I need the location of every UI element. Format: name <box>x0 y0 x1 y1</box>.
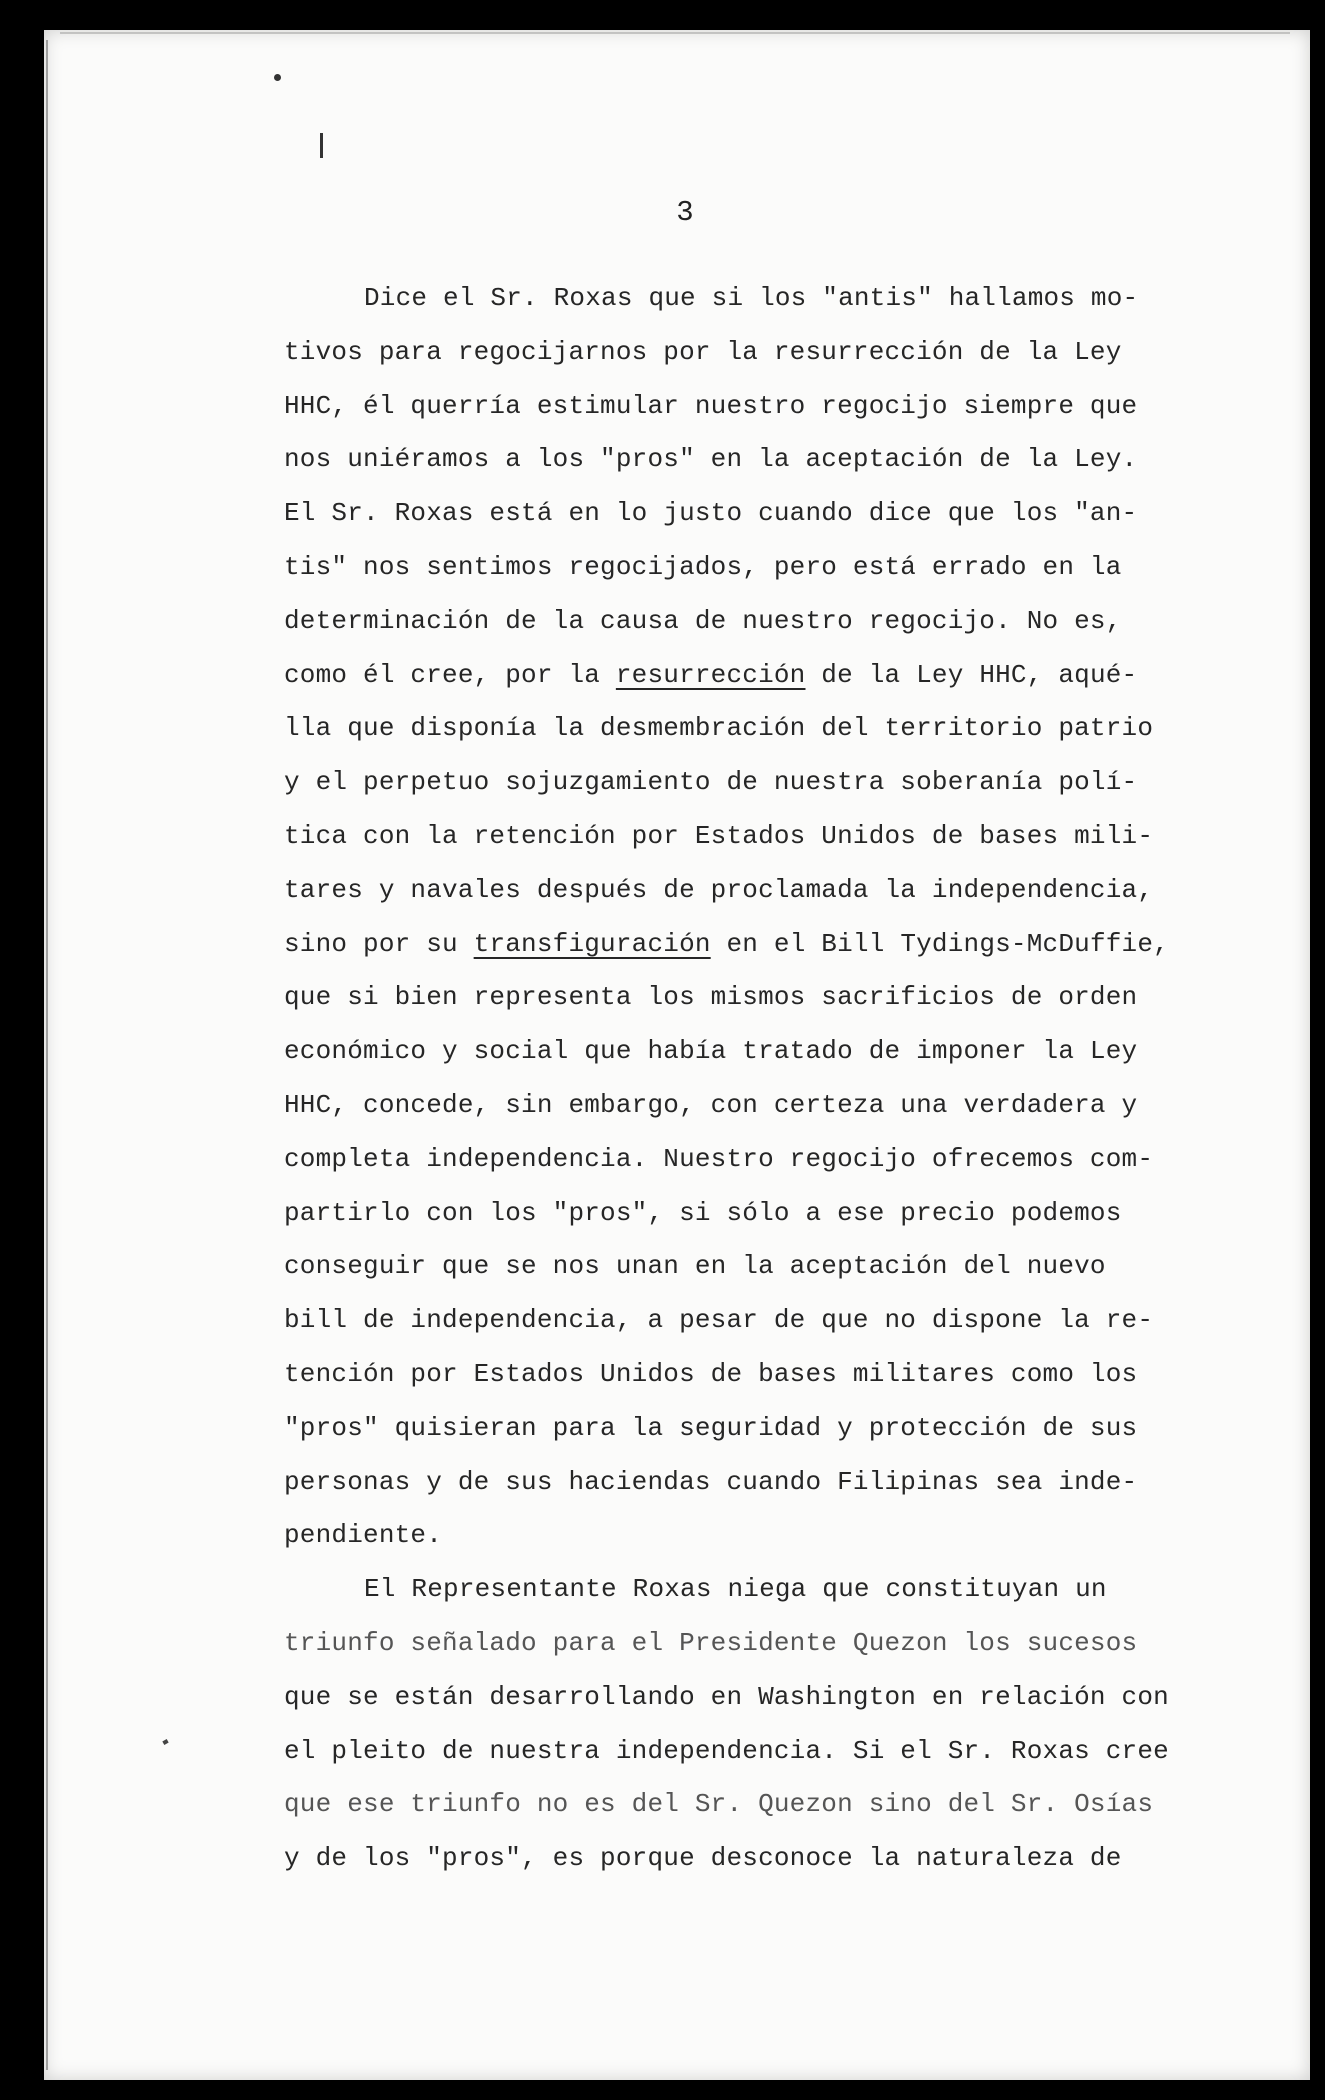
ink-tick-mark <box>320 133 323 158</box>
body-text <box>284 272 1169 1886</box>
text-line: tares y navales después de proclamada la independencia, <box>284 874 1154 905</box>
text-line: conseguir que se nos unan en la aceptación del nuevo <box>284 1251 1106 1282</box>
text-line: y de los "pros", es porque desconoce la naturaleza de <box>284 1843 1122 1874</box>
text-line: triunfo señalado para el Presidente Quezon los sucesos <box>284 1627 1138 1658</box>
text-line: tivos para regocijarnos por la resurrección de la Ley <box>284 336 1122 367</box>
text-segment: de la Ley HHC, aqué- <box>805 659 1138 690</box>
text-segment: como él cree, por la <box>284 659 616 690</box>
underlined-word: transfiguración <box>473 928 711 959</box>
text-line: tica con la retención por Estados Unidos de bases mili- <box>284 820 1154 851</box>
page-number: 3 <box>676 196 694 229</box>
text-segment: en el Bill Tydings-McDuffie, <box>710 928 1169 959</box>
text-line: tis" nos sentimos regocijados, pero está errado en la <box>284 551 1122 582</box>
text-line: el pleito de nuestra independencia. Si el Sr. Roxas cree <box>284 1735 1169 1766</box>
text-line: partirlo con los "pros", si sólo a ese precio podemos <box>284 1197 1122 1228</box>
text-line: nos uniéramos a los "pros" en la aceptación de la Ley. <box>284 444 1138 475</box>
text-line: tención por Estados Unidos de bases militares como los <box>284 1358 1138 1389</box>
text-line: determinación de la causa de nuestro regocijo. No es, <box>284 605 1122 636</box>
text-line <box>284 918 1169 972</box>
text-line: que si bien representa los mismos sacrificios de orden <box>284 982 1138 1013</box>
text-line: bill de independencia, a pesar de que no dispone la re- <box>284 1305 1154 1336</box>
paper-left-edge <box>46 40 48 2070</box>
text-line: El Sr. Roxas está en lo justo cuando dice que los "an- <box>284 498 1138 529</box>
text-line: lla que disponía la desmembración del territorio patrio <box>284 713 1154 744</box>
text-line: que ese triunfo no es del Sr. Quezon sino del Sr. Osías <box>284 1789 1154 1820</box>
text-line: que se están desarrollando en Washington en relación con <box>284 1681 1169 1712</box>
text-line: HHC, él querría estimular nuestro regocijo siempre que <box>284 390 1138 421</box>
text-segment: sino por su <box>284 928 474 959</box>
text-line: El Representante Roxas niega que constituyan un <box>364 1574 1107 1605</box>
text-line: económico y social que había tratado de imponer la Ley <box>284 1036 1138 1067</box>
text-line: completa independencia. Nuestro regocijo ofrecemos com- <box>284 1143 1154 1174</box>
text-line <box>284 649 1164 703</box>
text-line: personas y de sus haciendas cuando Filipinas sea inde- <box>284 1466 1138 1497</box>
text-line: pendiente. <box>284 1520 443 1551</box>
ink-dot-mark <box>274 74 281 81</box>
text-line: y el perpetuo sojuzgamiento de nuestra soberanía polí- <box>284 767 1138 798</box>
text-line: HHC, concede, sin embargo, con certeza una verdadera y <box>284 1089 1138 1120</box>
text-line: Dice el Sr. Roxas que si los "antis" hallamos mo- <box>364 283 1139 313</box>
underlined-word: resurrección <box>615 659 806 690</box>
paper-top-edge <box>60 32 1290 34</box>
text-line: "pros" quisieran para la seguridad y protección de sus <box>284 1412 1138 1443</box>
